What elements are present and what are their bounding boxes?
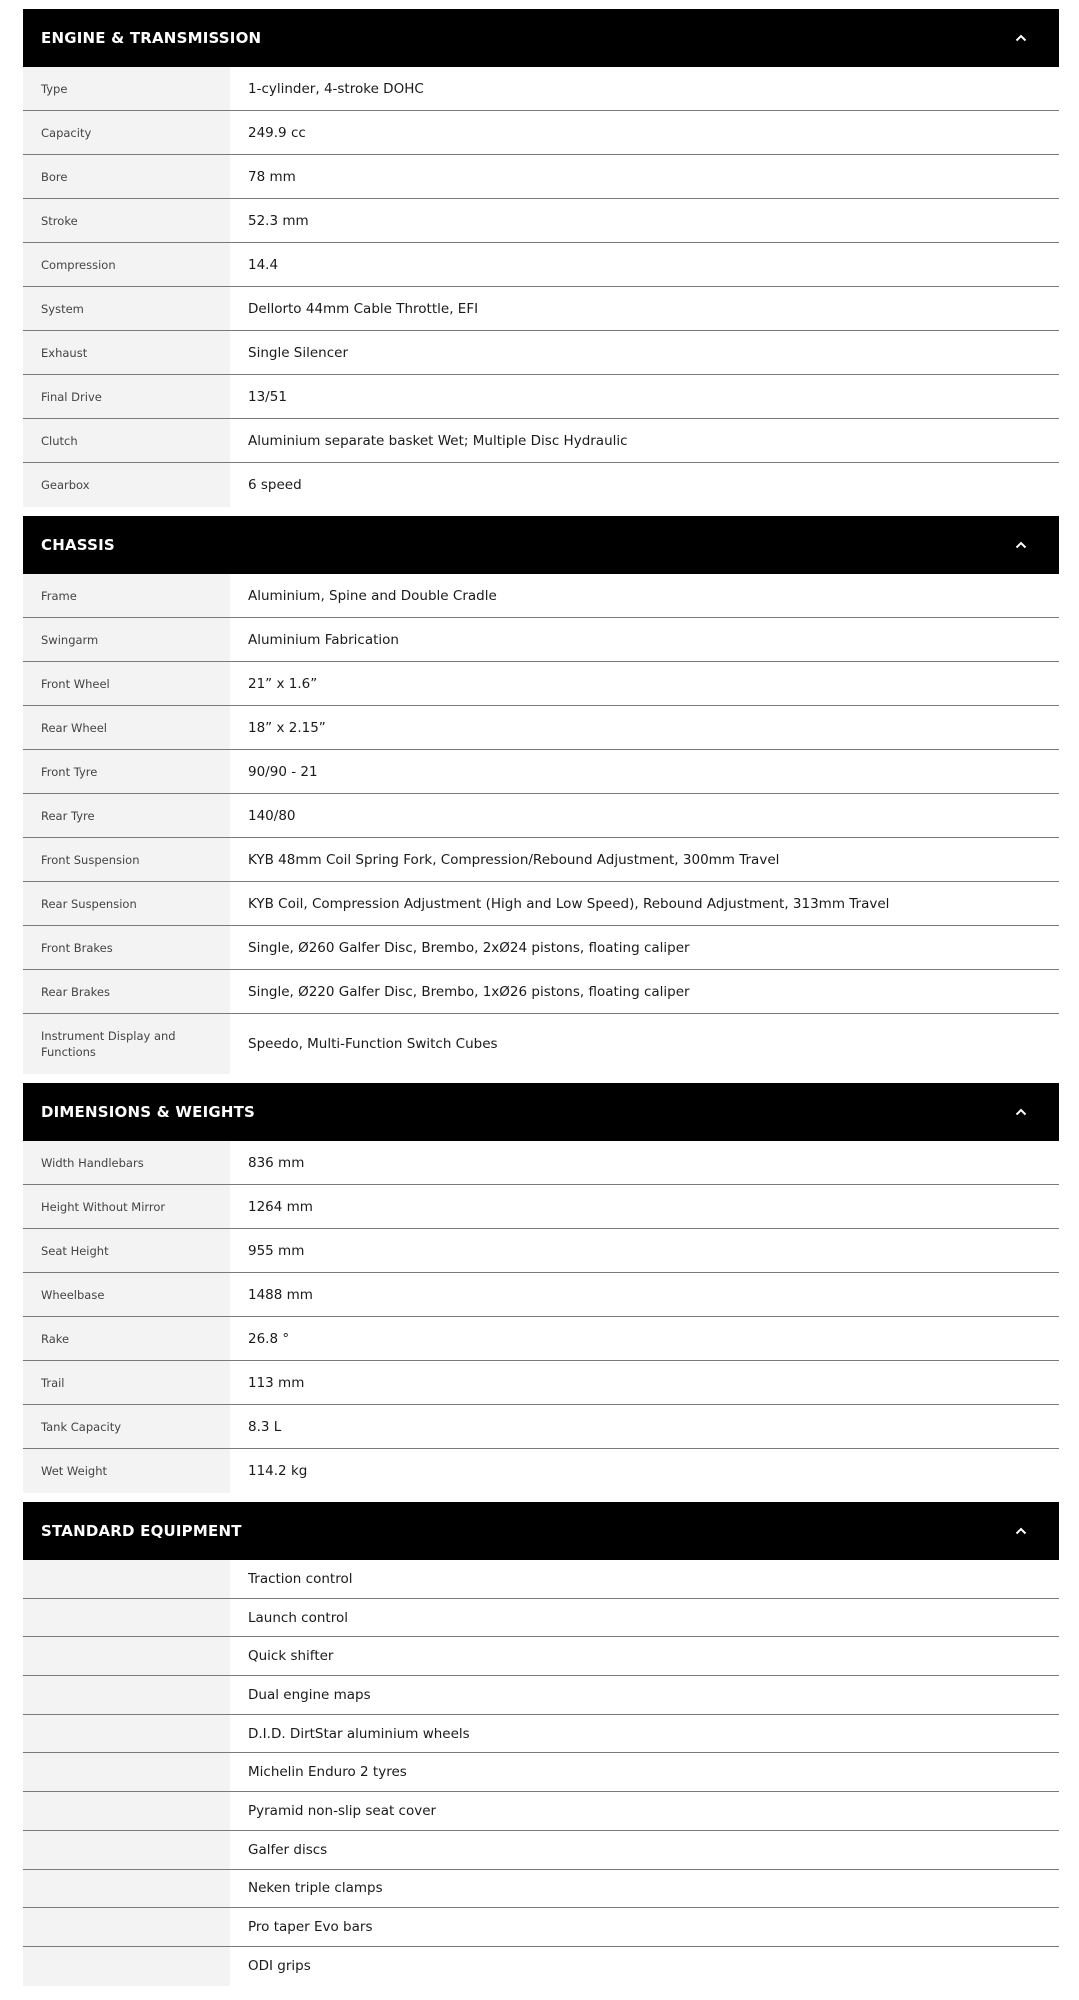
spec-row-stroke [23,199,1059,243]
spec-label [23,1870,230,1908]
equipment-row [23,1831,1059,1870]
spec-row-front-brakes [23,926,1059,970]
spec-row-height-without-mirror [23,1185,1059,1229]
spec-value: Aluminium separate basket Wet; Multiple Disc Hydraulic [248,432,628,449]
section-header-dimensions-weights[interactable] [23,1083,1059,1141]
spec-label: Rear Brakes [23,970,230,1013]
spec-value: Single, Ø260 Galfer Disc, Brembo, 2xØ24 pistons, floating caliper [248,939,690,956]
spec-label: Type [23,67,230,110]
spec-value: 52.3 mm [248,212,309,229]
section-title: CHASSIS [41,536,115,554]
section-title: STANDARD EQUIPMENT [41,1522,242,1540]
equipment-item: ODI grips [248,1958,311,1975]
section-title: DIMENSIONS & WEIGHTS [41,1103,256,1121]
spec-label [23,1753,230,1791]
spec-row-tank-capacity [23,1405,1059,1449]
section-dimensions-weights [23,1083,1059,1493]
spec-label [23,1715,230,1753]
spec-value: Single Silencer [248,344,349,361]
spec-label: Rear Suspension [23,882,230,925]
equipment-row [23,1753,1059,1792]
spec-value: 18” x 2.15” [248,719,326,736]
spec-row-rear-tyre [23,794,1059,838]
spec-row-front-tyre [23,750,1059,794]
spec-label: Wet Weight [23,1449,230,1493]
equipment-row [23,1676,1059,1715]
spec-row-swingarm [23,618,1059,662]
section-chassis [23,516,1059,1074]
equipment-row [23,1715,1059,1754]
spec-label [23,1637,230,1675]
spec-label: Swingarm [23,618,230,661]
equipment-item: Galfer discs [248,1841,328,1858]
spec-label: Bore [23,155,230,198]
equipment-item: Launch control [248,1609,348,1626]
spec-row-system [23,287,1059,331]
spec-value: 955 mm [248,1242,305,1259]
spec-row-bore [23,155,1059,199]
spec-row-type [23,67,1059,111]
spec-row-frame [23,574,1059,618]
spec-label [23,1599,230,1637]
spec-row-seat-height [23,1229,1059,1273]
chevron-up-icon[interactable] [1013,1523,1029,1539]
spec-value: Single, Ø220 Galfer Disc, Brembo, 1xØ26 pistons, floating caliper [248,983,690,1000]
spec-row-instrument-display [23,1014,1059,1074]
equipment-row [23,1637,1059,1676]
spec-label: Height Without Mirror [23,1185,230,1228]
spec-row-final-drive [23,375,1059,419]
spec-row-front-suspension [23,838,1059,882]
spec-label: Front Wheel [23,662,230,705]
spec-row-exhaust [23,331,1059,375]
equipment-item: Michelin Enduro 2 tyres [248,1764,407,1781]
spec-row-rear-brakes [23,970,1059,1014]
spec-value: 113 mm [248,1374,305,1391]
spec-label: Gearbox [23,463,230,507]
spec-value: 13/51 [248,388,287,405]
spec-label: Wheelbase [23,1273,230,1316]
chevron-up-icon[interactable] [1013,30,1029,46]
spec-label [23,1831,230,1869]
spec-value: KYB 48mm Coil Spring Fork, Compression/Rebound Adjustment, 300mm Travel [248,851,780,868]
spec-value: 90/90 - 21 [248,763,318,780]
spec-value: Aluminium Fabrication [248,631,399,648]
spec-label [23,1676,230,1714]
spec-label: Exhaust [23,331,230,374]
spec-row-gearbox [23,463,1059,507]
spec-label: Front Suspension [23,838,230,881]
spec-label [23,1947,230,1986]
spec-label: Front Tyre [23,750,230,793]
equipment-item: Traction control [248,1570,353,1587]
spec-value: Aluminium, Spine and Double Cradle [248,587,497,604]
spec-accordion [23,9,1059,1995]
spec-value: 836 mm [248,1154,305,1171]
spec-label [23,1908,230,1946]
spec-label: Rake [23,1317,230,1360]
spec-label: Capacity [23,111,230,154]
spec-value: 26.8 ° [248,1330,290,1347]
spec-value: 8.3 L [248,1418,282,1435]
section-title: ENGINE & TRANSMISSION [41,29,262,47]
spec-label: Trail [23,1361,230,1404]
spec-value: 140/80 [248,807,296,824]
spec-row-wet-weight [23,1449,1059,1493]
spec-value: 21” x 1.6” [248,675,318,692]
spec-label [23,1560,230,1598]
spec-value: 114.2 kg [248,1463,308,1479]
spec-label: Clutch [23,419,230,462]
equipment-row [23,1908,1059,1947]
section-standard-equipment [23,1502,1059,1986]
spec-label: Frame [23,574,230,617]
spec-row-width-handlebars [23,1141,1059,1185]
spec-label: Stroke [23,199,230,242]
spec-row-rake [23,1317,1059,1361]
spec-value: 6 speed [248,477,302,493]
equipment-row [23,1947,1059,1986]
spec-label: System [23,287,230,330]
spec-row-clutch [23,419,1059,463]
spec-label: Front Brakes [23,926,230,969]
spec-row-rear-suspension [23,882,1059,926]
spec-row-compression [23,243,1059,287]
spec-value: 1488 mm [248,1286,313,1303]
spec-row-wheelbase [23,1273,1059,1317]
equipment-row [23,1560,1059,1599]
spec-label: Rear Tyre [23,794,230,837]
spec-value: 1-cylinder, 4-stroke DOHC [248,80,424,97]
spec-value: 1264 mm [248,1198,313,1215]
spec-label: Width Handlebars [23,1141,230,1184]
spec-value: 14.4 [248,256,279,273]
equipment-row [23,1870,1059,1909]
spec-value: Dellorto 44mm Cable Throttle, EFI [248,300,479,317]
equipment-row [23,1599,1059,1638]
spec-row-rear-wheel [23,706,1059,750]
section-engine-transmission [23,9,1059,507]
spec-label: Instrument Display and Functions [23,1014,230,1074]
equipment-item: D.I.D. DirtStar aluminium wheels [248,1725,470,1742]
equipment-item: Neken triple clamps [248,1880,383,1897]
spec-label: Seat Height [23,1229,230,1272]
equipment-row [23,1792,1059,1831]
spec-value: 249.9 cc [248,124,306,141]
spec-value: Speedo, Multi-Function Switch Cubes [248,1036,498,1052]
equipment-item: Dual engine maps [248,1686,371,1703]
spec-row-trail [23,1361,1059,1405]
equipment-item: Pyramid non-slip seat cover [248,1802,437,1819]
spec-label: Compression [23,243,230,286]
section-header-standard-equipment[interactable] [23,1502,1059,1560]
section-header-engine-transmission[interactable] [23,9,1059,67]
spec-label: Final Drive [23,375,230,418]
chevron-up-icon[interactable] [1013,537,1029,553]
spec-row-front-wheel [23,662,1059,706]
spec-row-capacity [23,111,1059,155]
spec-label [23,1792,230,1830]
spec-label: Rear Wheel [23,706,230,749]
spec-value: KYB Coil, Compression Adjustment (High and Low Speed), Rebound Adjustment, 313mm Travel [248,895,890,912]
section-header-chassis[interactable] [23,516,1059,574]
equipment-item: Pro taper Evo bars [248,1919,373,1936]
equipment-item: Quick shifter [248,1648,334,1665]
chevron-up-icon[interactable] [1013,1104,1029,1120]
spec-label: Tank Capacity [23,1405,230,1448]
spec-value: 78 mm [248,168,296,185]
